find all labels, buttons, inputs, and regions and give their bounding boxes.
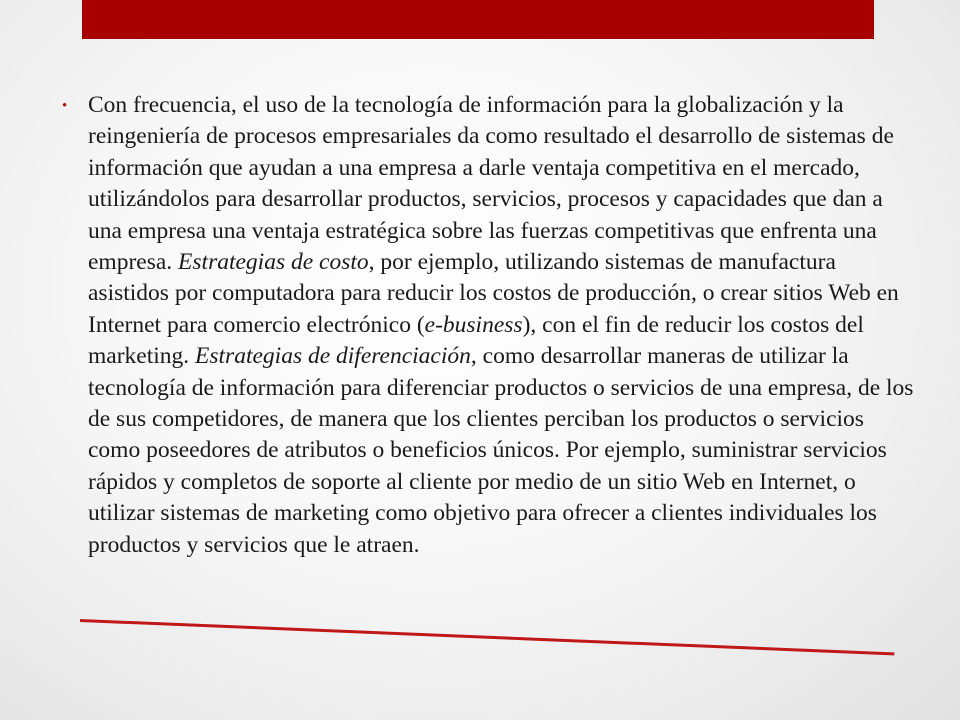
paragraph-text-4: , como desarrollar maneras de utilizar la tecnología de información para diferenciar productos o servicios de una empresa, de los de sus competidores, de manera que los clientes perciban los productos o servicios como poseedores de atributos o beneficios únicos. Por ejemplo, suministrar servicios rápidos y completos de soporte al cliente por medio de un sitio Web en Internet, o utilizar sistemas de marketing como objetivo para ofrecer a clientes individuales los productos y servicios que le atraen. <box>88 343 914 558</box>
paragraph-text-1: Con frecuencia, el uso de la tecnología de información para la globalización y la reingeniería de procesos empresariales da como resultado el desarrollo de sistemas de información que ayudan a una empresa a darle ventaja competitiva en el mercado, utilizándolos para desarrollar productos, servicios, procesos y capacidades que dan a una empresa una ventaja estratégica sobre las fuerzas competitivas que enfrenta una empresa. <box>88 92 894 276</box>
paragraph-text-3: ), con el fin de reducir los costos del marketing. <box>88 311 864 370</box>
slide-content <box>62 90 922 561</box>
bullet-item <box>62 90 922 561</box>
italic-cost-strategies: Estrategias de costo <box>178 249 369 276</box>
top-header-bar <box>82 0 874 39</box>
bullet-icon: • <box>62 98 68 114</box>
red-accent-line <box>80 619 894 655</box>
paragraph-text-2: , por ejemplo, utilizando sistemas de manufactura asistidos por computadora para reducir los costos de producción, o crear sitios Web en Internet para comercio electrónico ( <box>88 249 899 338</box>
body-paragraph <box>88 90 922 561</box>
italic-differentiation-strategies: Estrategias de diferenciación <box>195 343 471 370</box>
italic-e-business: e-business <box>424 311 523 338</box>
